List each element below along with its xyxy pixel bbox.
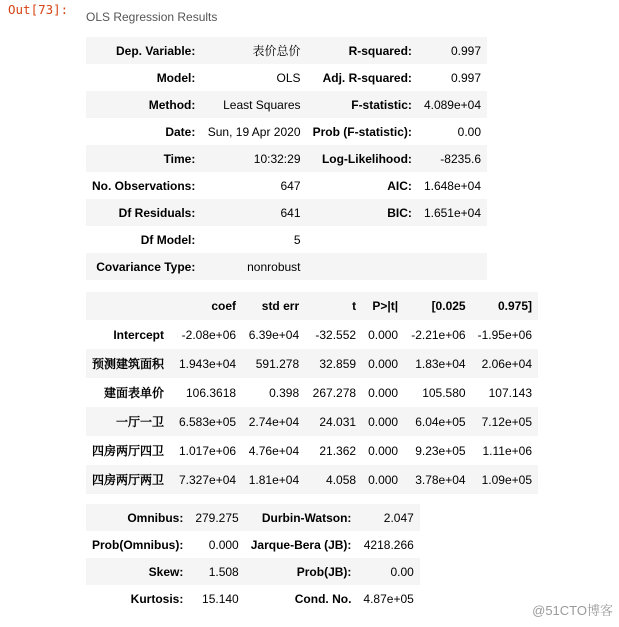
summary-key: Log-Likelihood: — [321, 151, 412, 166]
coef-column-header: std err — [261, 299, 300, 313]
summary-value: 641 — [280, 205, 301, 220]
summary-value: 4.089e+04 — [423, 97, 481, 112]
summary-value — [418, 226, 487, 253]
summary-value: 5 — [293, 232, 301, 247]
coef-cell: 32.859 — [319, 356, 357, 371]
coef-cell: 107.143 — [488, 385, 532, 400]
coef-column-header — [86, 292, 170, 320]
coef-cell: 0.000 — [368, 443, 399, 458]
diagnostic-value: 2.047 — [383, 510, 414, 525]
summary-key: Adj. R-squared: — [322, 70, 412, 85]
diagnostic-key: Kurtosis: — [130, 591, 184, 606]
diagnostic-key: Durbin-Watson: — [261, 510, 352, 525]
diagnostic-value: 0.000 — [208, 537, 239, 552]
coef-row — [86, 378, 538, 407]
summary-row — [86, 37, 487, 64]
summary-value: 10:32:29 — [253, 151, 301, 166]
summary-key: Df Residuals: — [118, 205, 196, 220]
coef-cell: 0.000 — [368, 356, 399, 371]
summary-key: AIC: — [387, 178, 412, 193]
coef-cell: 1.017e+06 — [178, 443, 237, 458]
summary-key: Dep. Variable: — [115, 43, 196, 58]
coef-cell: 9.23e+05 — [415, 443, 466, 458]
coef-cell: 7.12e+05 — [481, 414, 532, 429]
coef-row — [86, 349, 538, 378]
summary-value: 647 — [280, 178, 301, 193]
summary-row — [86, 91, 487, 118]
coef-column-header: 0.975] — [497, 299, 532, 313]
summary-key: Df Model: — [140, 232, 196, 247]
coef-cell: 1.81e+04 — [248, 472, 300, 487]
summary-key: Prob (F-statistic): — [312, 124, 412, 139]
coef-cell: 267.278 — [312, 385, 357, 400]
summary-row — [86, 64, 487, 91]
table-caption: OLS Regression Results — [86, 10, 218, 24]
coef-cell: 4.058 — [326, 472, 357, 487]
coef-row — [86, 436, 538, 465]
coef-cell: 105.580 — [422, 385, 466, 400]
coef-header-row — [86, 292, 538, 320]
coef-cell: 24.031 — [319, 414, 357, 429]
summary-row — [86, 226, 487, 253]
summary-key: Covariance Type: — [96, 259, 196, 274]
summary-row — [86, 118, 487, 145]
summary-key: BIC: — [387, 205, 412, 220]
coef-cell: 3.78e+04 — [415, 472, 466, 487]
summary-value: 表价总价 — [252, 44, 301, 58]
coef-cell: 2.74e+04 — [248, 414, 300, 429]
diagnostic-key: Jarque-Bera (JB): — [250, 537, 352, 552]
coef-cell: 7.327e+04 — [178, 472, 237, 487]
diagnostic-row — [86, 504, 420, 531]
watermark: @51CTO博客 — [532, 603, 613, 618]
coef-cell: 0.000 — [368, 385, 399, 400]
output-prompt: Out[73]: — [8, 2, 69, 17]
diagnostic-row — [86, 531, 420, 558]
summary-value — [418, 253, 487, 280]
summary-key — [307, 253, 418, 280]
diagnostic-key: Skew: — [148, 564, 184, 579]
coef-cell: 0.000 — [368, 327, 399, 342]
diagnostic-value: 4218.266 — [363, 537, 414, 552]
coef-cell: 1.83e+04 — [415, 356, 466, 371]
summary-row — [86, 199, 487, 226]
coef-cell: 106.3618 — [185, 385, 237, 400]
summary-value: 0.997 — [450, 43, 481, 58]
coef-row-label: 一厅一卫 — [116, 415, 165, 429]
coef-cell: 0.000 — [368, 472, 399, 487]
coef-row — [86, 465, 538, 494]
summary-value: 1.648e+04 — [423, 178, 481, 193]
coef-cell: 2.06e+04 — [481, 356, 532, 371]
coef-cell: 0.398 — [269, 385, 300, 400]
coef-row — [86, 320, 538, 349]
diagnostic-value: 1.508 — [208, 564, 239, 579]
coef-column-header: [0.025 — [431, 299, 466, 313]
coef-row-label: 四房两厅两卫 — [92, 473, 165, 487]
coef-cell: -1.95e+06 — [477, 327, 532, 342]
coef-cell: 6.583e+05 — [178, 414, 237, 429]
diagnostic-key: Cond. No. — [294, 591, 352, 606]
coef-cell: 1.943e+04 — [178, 356, 237, 371]
summary-value: -8235.6 — [440, 151, 481, 166]
coefficient-table — [86, 292, 538, 494]
model-summary-table — [86, 37, 487, 280]
coef-cell: -32.552 — [315, 327, 357, 342]
summary-row — [86, 172, 487, 199]
summary-row — [86, 145, 487, 172]
coef-row-label: 四房两厅四卫 — [92, 444, 165, 458]
coef-cell: 6.04e+05 — [415, 414, 466, 429]
summary-value: 0.997 — [450, 70, 481, 85]
diagnostic-value: 15.140 — [202, 591, 239, 606]
summary-key: Time: — [163, 151, 196, 166]
summary-key: No. Observations: — [92, 178, 196, 193]
diagnostic-value: 279.275 — [195, 510, 239, 525]
summary-key: F-statistic: — [351, 97, 412, 112]
summary-key: Model: — [156, 70, 196, 85]
coef-column-header: t — [352, 299, 357, 313]
coef-row — [86, 407, 538, 436]
coef-cell: 6.39e+04 — [248, 327, 300, 342]
coef-row-label: 预测建筑面积 — [92, 357, 165, 371]
summary-key: Method: — [148, 97, 196, 112]
summary-value: 0.00 — [457, 124, 481, 139]
coef-cell: -2.21e+06 — [411, 327, 466, 342]
summary-key: Date: — [165, 124, 196, 139]
coef-cell: 0.000 — [368, 414, 399, 429]
summary-value: Sun, 19 Apr 2020 — [207, 124, 301, 139]
diagnostic-value: 4.87e+05 — [363, 591, 414, 606]
summary-value: Least Squares — [223, 97, 301, 112]
diagnostics-table — [86, 504, 420, 612]
coef-row-label: 建面表单价 — [104, 386, 165, 400]
summary-row — [86, 253, 487, 280]
coef-cell: 591.278 — [255, 356, 300, 371]
summary-key: R-squared: — [348, 43, 412, 58]
coef-cell: -2.08e+06 — [181, 327, 237, 342]
diagnostic-row — [86, 558, 420, 585]
coef-cell: 1.09e+05 — [481, 472, 532, 487]
summary-key — [307, 226, 418, 253]
summary-value: nonrobust — [247, 259, 301, 274]
diagnostic-key: Prob(JB): — [296, 564, 352, 579]
diagnostic-key: Prob(Omnibus): — [92, 537, 184, 552]
summary-value: 1.651e+04 — [423, 205, 481, 220]
coef-column-header: P>|t| — [372, 299, 399, 313]
diagnostic-key: Omnibus: — [127, 510, 184, 525]
diagnostic-value: 0.00 — [390, 564, 414, 579]
coef-cell: 21.362 — [319, 443, 357, 458]
coef-cell: 4.76e+04 — [248, 443, 300, 458]
summary-value: OLS — [276, 70, 301, 85]
coef-row-label: Intercept — [113, 327, 165, 342]
diagnostic-row — [86, 585, 420, 612]
coef-cell: 1.11e+06 — [482, 443, 532, 458]
coef-column-header: coef — [211, 299, 237, 313]
